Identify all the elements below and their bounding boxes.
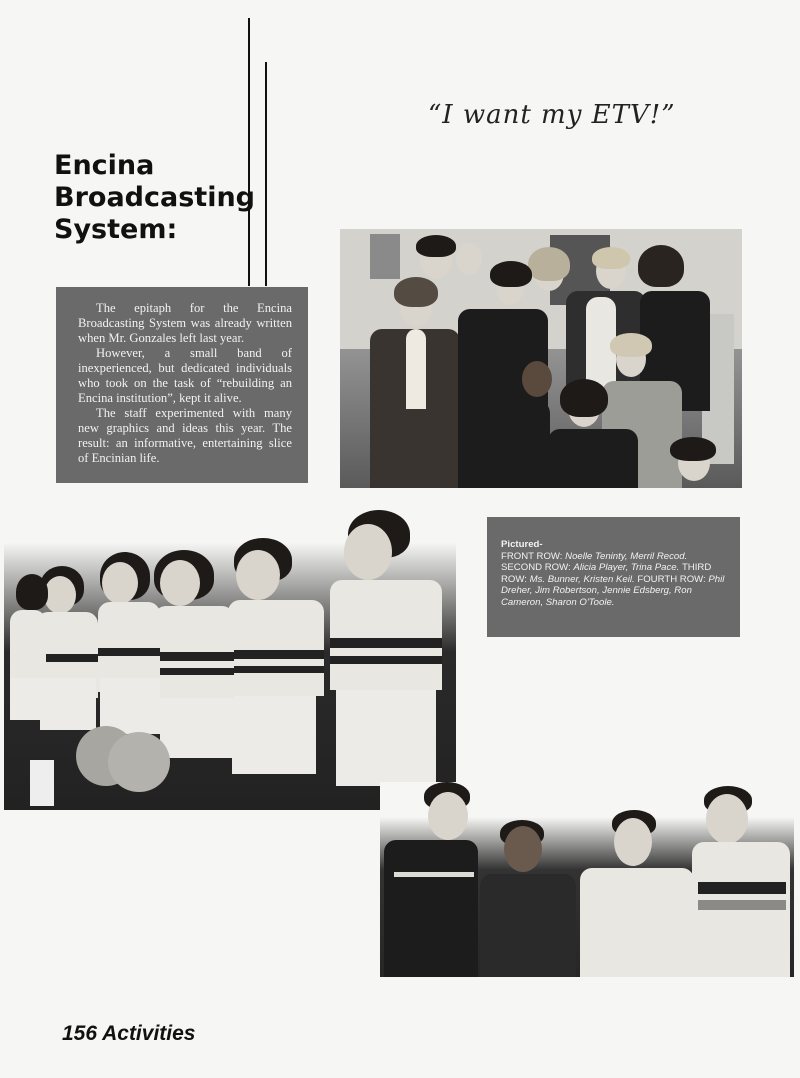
- handwritten-quote: “I want my ETV!”: [428, 100, 676, 130]
- title-line-3: System:: [54, 214, 178, 245]
- article-paragraph: The epitaph for the Encina Broadcasting System was already written when Mr. Gonzales left last year.: [78, 301, 292, 345]
- title-line-1: Encina: [54, 150, 155, 181]
- caption-row-names: Phil Dreher, Jim Robertson, Jennie Edsberg, Ron Cameron, Sharon O'Toole.: [501, 573, 725, 608]
- caption-row-label: SECOND ROW:: [501, 562, 574, 573]
- title-line-2: Broadcasting: [54, 182, 255, 213]
- article-paragraph: However, a small band of inexperienced, but dedicated individuals who took on the task of “rebuilding an Encina institution”, kept it alive.: [78, 346, 292, 405]
- caption-row-label: THIRD ROW:: [501, 562, 712, 585]
- article-text-box: [56, 287, 308, 483]
- caption-row-label: FRONT ROW:: [501, 550, 566, 562]
- article-paragraph: The staff experimented with many new graphics and ideas this year. The result: an informative, entertaining slice of Encinian life.: [78, 406, 292, 465]
- caption-row-names: Alicia Player, Trina Pace.: [573, 562, 682, 573]
- page-title: [54, 150, 255, 246]
- caption-row-names: Ms. Bunner, Kristen Keil.: [529, 573, 638, 585]
- cheerleaders-photo: [4, 506, 456, 810]
- page-footer: 156 Activities: [62, 1022, 196, 1045]
- staff-boys-photo: [380, 782, 794, 977]
- caption-heading: Pictured-: [501, 539, 543, 550]
- caption-box: [487, 517, 740, 637]
- caption-row-names: Noelle Teninty, Merril Recod.: [565, 550, 688, 562]
- divider-line-right: [265, 62, 267, 286]
- staff-group-photo: [340, 229, 742, 488]
- caption-row-label: FOURTH ROW:: [637, 573, 709, 585]
